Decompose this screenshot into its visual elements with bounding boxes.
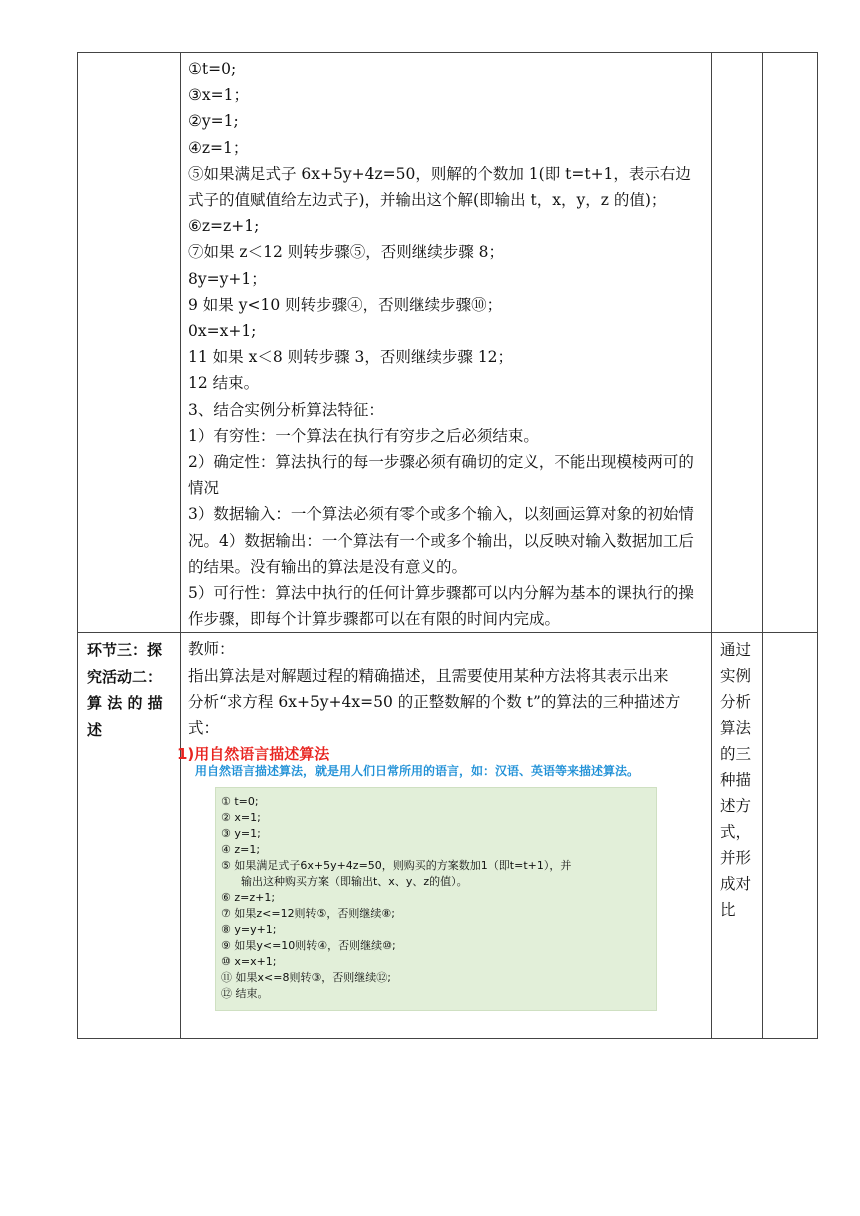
- text-line: 8y=y+1；: [188, 269, 267, 288]
- note-line: 分析: [720, 693, 752, 712]
- algorithm-step: ④ z=1;: [221, 843, 261, 857]
- text-line: 3）数据输入：一个算法必须有零个或多个输入，以刻画运算对象的初始情况。4）数据输出：一个算法有一个或多个输出，以反映对输入数据加工后的结果。没有输出的算法是没有意义的。: [188, 505, 694, 576]
- text-line: 指出算法是对解题过程的精确描述，且需要使用某种方法将其表示出来: [188, 666, 669, 685]
- note-line: 述方: [720, 797, 752, 816]
- remark-cell: [763, 53, 818, 633]
- text-line: ②y=1;: [188, 112, 239, 131]
- algorithm-step: ⑤ 如果满足式子6x+5y+4z=50，则购买的方案数加1（即t=t+1），并: [221, 859, 572, 873]
- algorithm-step: ⑨ 如果y<=10则转④，否则继续⑩;: [221, 939, 396, 953]
- figure-heading: 1)用自然语言描述算法: [177, 745, 330, 764]
- text-line: 0x=x+1;: [188, 322, 257, 341]
- text-line: 分析“求方程 6x+5y+4x=50 的正整数解的个数 t”的算法的三种描述方式：: [188, 692, 681, 738]
- stage-label-cell: [78, 633, 181, 1039]
- algorithm-step: 输出这种购买方案（即输出t、x、y、z的值）。: [241, 875, 468, 889]
- algorithm-step: ⑪ 如果x<=8则转③，否则继续⑫;: [221, 971, 392, 985]
- algorithm-steps-text: [181, 53, 711, 632]
- text-line: ④z=1；: [188, 138, 249, 157]
- note-line: 的三: [720, 745, 752, 764]
- note-line: 实例: [720, 667, 752, 686]
- text-line: ①t=0;: [188, 60, 237, 78]
- text-line: 1）有穷性：一个算法在执行有穷步之后必须结束。: [188, 426, 539, 445]
- algorithm-step: ⑧ y=y+1;: [221, 923, 277, 937]
- stage-label: [78, 633, 180, 743]
- algorithm-step-box: [215, 787, 657, 1011]
- text-line: 教师：: [188, 640, 235, 659]
- content-cell: [177, 633, 712, 1039]
- note-line: 种描: [720, 771, 752, 790]
- lesson-plan-table: [77, 52, 818, 1039]
- algorithm-step: ⑥ z=z+1;: [221, 891, 276, 905]
- note-line: 式，: [720, 823, 752, 842]
- algorithm-step: ① t=0;: [221, 795, 259, 809]
- design-intent-text: [712, 633, 762, 923]
- note-line: 比: [720, 901, 736, 920]
- note-line: 通过: [720, 641, 752, 660]
- intent-cell: [712, 53, 763, 633]
- algorithm-step: ⑩ x=x+1;: [221, 955, 277, 969]
- text-line: 12 结束。: [188, 374, 260, 393]
- label-line: 述: [87, 720, 103, 739]
- remark-cell: [763, 633, 818, 1039]
- natural-language-algorithm-figure: [177, 745, 711, 1010]
- text-line: ⑤如果满足式子 6x+5y+4z=50，则解的个数加 1(即 t=t+1，表示右边式子的值赋值给左边式子)，并输出这个解(即输出 t，x，y，z 的值)；: [188, 164, 691, 210]
- algorithm-step: ② x=1;: [221, 811, 261, 825]
- figure-subheading: 用自然语言描述算法，就是用人们日常所用的语言，如：汉语、英语等来描述算法。: [195, 764, 640, 779]
- algorithm-step: ⑫ 结束。: [221, 987, 269, 1001]
- text-line: ③x=1；: [188, 86, 249, 105]
- label-line: 算 法 的 描: [87, 694, 163, 713]
- text-line: 9 如果 y<10 则转步骤④，否则继续步骤⑩；: [188, 295, 503, 314]
- text-line: 5）可行性：算法中执行的任何计算步骤都可以内分解为基本的课执行的操作步骤，即每个计算步骤都可以在有限的时间内完成。: [188, 584, 694, 629]
- label-line: 究活动二：: [87, 667, 163, 686]
- intent-cell: [712, 633, 763, 1039]
- content-cell: [181, 53, 712, 633]
- note-line: 成对: [720, 875, 752, 894]
- text-line: ⑥z=z+1;: [188, 217, 260, 236]
- table-row: [78, 53, 818, 633]
- text-line: 2）确定性：算法执行的每一步骤必须有确切的定义，不能出现模棱两可的情况: [188, 453, 694, 498]
- stage-label-cell: [78, 53, 181, 633]
- text-line: 3、结合实例分析算法特征：: [188, 400, 384, 419]
- note-line: 并形: [720, 849, 752, 868]
- algorithm-step: ⑦ 如果z<=12则转⑤，否则继续⑧;: [221, 907, 395, 921]
- text-line: 11 如果 x＜8 则转步骤 3，否则继续步骤 12；: [188, 348, 514, 367]
- text-line: ⑦如果 z＜12 则转步骤⑤，否则继续步骤 8；: [188, 243, 505, 262]
- table-row: [78, 633, 818, 1039]
- algorithm-step: ③ y=1;: [221, 827, 261, 841]
- teacher-activity-text: [181, 633, 711, 741]
- note-line: 算法: [720, 719, 752, 738]
- algorithm-step-list: [216, 788, 656, 1002]
- label-line: 环节三：探: [87, 641, 163, 660]
